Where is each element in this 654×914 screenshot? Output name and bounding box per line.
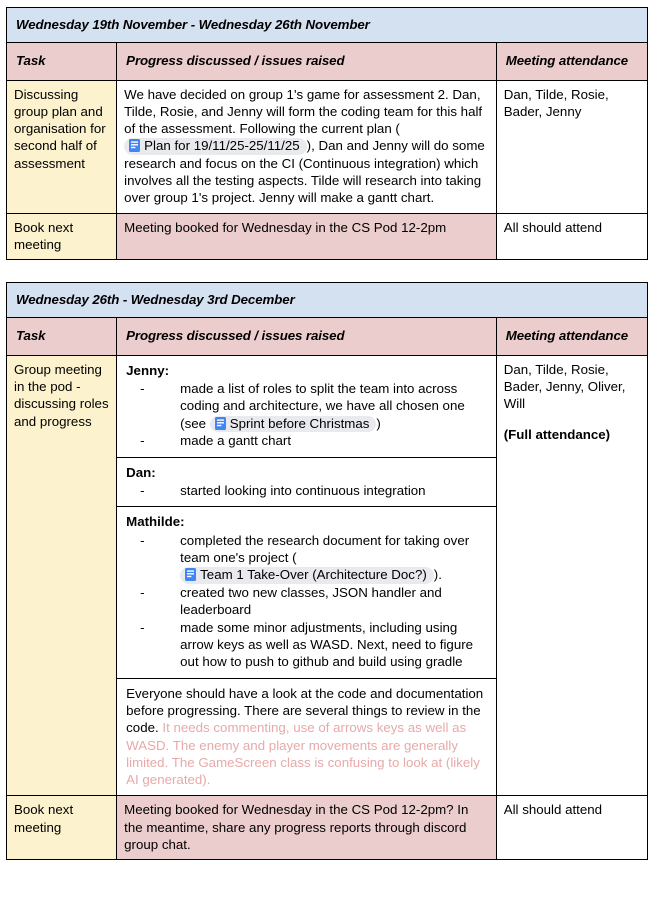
doc-chip-label: Plan for 19/11/25-25/11/25	[144, 138, 300, 154]
task-cell: Book next meeting	[7, 796, 117, 860]
attendance-note: (Full attendance)	[503, 426, 611, 442]
list-item	[140, 532, 488, 584]
table-row-date-band	[7, 283, 648, 318]
person-name: Mathilde:	[126, 514, 185, 530]
summary-text-black: Everyone should have a look at the code and documentation before progressing. There are several things to review in the code.	[126, 685, 484, 736]
column-header-attendance: Meeting attendance	[496, 318, 647, 355]
progress-cell: Meeting booked for Wednesday in the CS Pod 12-2pm	[117, 213, 497, 260]
list-item	[140, 619, 488, 671]
task-cell: Group meeting in the pod - discussing roles and progress	[7, 355, 117, 796]
table-row	[7, 80, 648, 213]
person-name: Dan:	[126, 464, 156, 480]
doc-chip-label: Sprint before Christmas	[229, 415, 370, 431]
meeting-table-week-2	[6, 282, 648, 860]
bullet-list	[126, 532, 488, 671]
progress-text-part-2: ), Dan and Jenny will do some research and focus on the CI (Continuous integration) which involves all the testing aspects. Tilde will research into taking over group 1's project. Jenny will make a gantt chart.	[124, 138, 485, 206]
progress-subsection-jenny	[117, 356, 496, 458]
attendance-cell	[496, 355, 647, 796]
list-item	[140, 432, 488, 449]
table-row-column-headers	[7, 318, 648, 355]
column-header-progress: Progress discussed / issues raised	[117, 318, 497, 355]
google-doc-icon	[215, 417, 226, 430]
table-row-column-headers	[7, 43, 648, 80]
list-item	[140, 584, 488, 619]
summary-paragraph	[126, 685, 488, 789]
progress-text-part-1: We have decided on group 1's game for assessment 2. Dan, Tilde, Rosie, and Jenny will form the coding team for this half of the assessment. Following the current plan (	[124, 86, 483, 137]
bullet-list	[126, 380, 488, 450]
column-header-progress: Progress discussed / issues raised	[117, 43, 497, 80]
date-range-header: Wednesday 19th November - Wednesday 26th November	[7, 8, 648, 43]
doc-chip-label: Team 1 Take-Over (Architecture Doc?)	[200, 567, 427, 583]
bullet-text: made a list of roles to split the team into across coding and architecture, we have all chosen one (see	[180, 380, 465, 431]
task-cell: Discussing group plan and organisation for second half of assessment	[7, 80, 117, 213]
list-item	[140, 482, 488, 499]
table-row	[7, 355, 648, 796]
summary-text-red: It needs commenting, use of arrows keys as well as WASD. The enemy and player movements are generally limited. The GameScreen class is confusing to look at (likely AI generated).	[126, 720, 480, 788]
bullet-text-after: )	[376, 415, 381, 431]
person-name: Jenny:	[126, 362, 170, 378]
attendance-spacer	[504, 413, 640, 426]
progress-subsection-dan	[117, 458, 496, 508]
attendance-cell: All should attend	[496, 796, 647, 860]
progress-cell: Meeting booked for Wednesday in the CS Pod 12-2pm? In the meantime, share any progress reports through discord group chat.	[117, 796, 497, 860]
google-doc-icon	[129, 139, 140, 152]
attendance-cell: Dan, Tilde, Rosie, Bader, Jenny	[496, 80, 647, 213]
progress-paragraph	[124, 86, 489, 207]
google-doc-icon	[185, 568, 196, 581]
progress-cell	[117, 80, 497, 213]
list-item	[140, 380, 488, 432]
table-row	[7, 796, 648, 860]
attendance-cell: All should attend	[496, 213, 647, 260]
doc-chip-plan[interactable]	[124, 138, 307, 154]
column-header-attendance: Meeting attendance	[496, 43, 647, 80]
progress-cell	[117, 355, 497, 796]
table-row-date-band	[7, 8, 648, 43]
bullet-text: created two new classes, JSON handler and leaderboard	[180, 584, 442, 618]
progress-subsection-summary	[117, 679, 496, 796]
doc-chip-sprint[interactable]	[210, 416, 377, 432]
bullet-list	[126, 482, 488, 499]
bullet-text: made some minor adjustments, including using arrow keys as well as WASD. Next, need to figure out how to push to github and build using gradle	[180, 619, 474, 670]
attendance-names: Dan, Tilde, Rosie, Bader, Jenny, Oliver, Will	[503, 361, 626, 412]
column-header-task: Task	[7, 43, 117, 80]
doc-chip-team1[interactable]	[180, 567, 434, 583]
date-range-header: Wednesday 26th - Wednesday 3rd December	[7, 283, 648, 318]
bullet-text-after: ).	[433, 567, 442, 583]
bullet-text: made a gantt chart	[180, 433, 292, 449]
bullet-text: completed the research document for taking over team one's project (	[180, 532, 470, 565]
progress-subsection-mathilde	[117, 507, 496, 679]
bullet-text: started looking into continuous integration	[180, 482, 426, 498]
table-row	[7, 213, 648, 260]
task-cell: Book next meeting	[7, 213, 117, 260]
table-gap-spacer	[6, 260, 648, 282]
meeting-table-week-1	[6, 7, 648, 260]
column-header-task: Task	[7, 318, 117, 355]
